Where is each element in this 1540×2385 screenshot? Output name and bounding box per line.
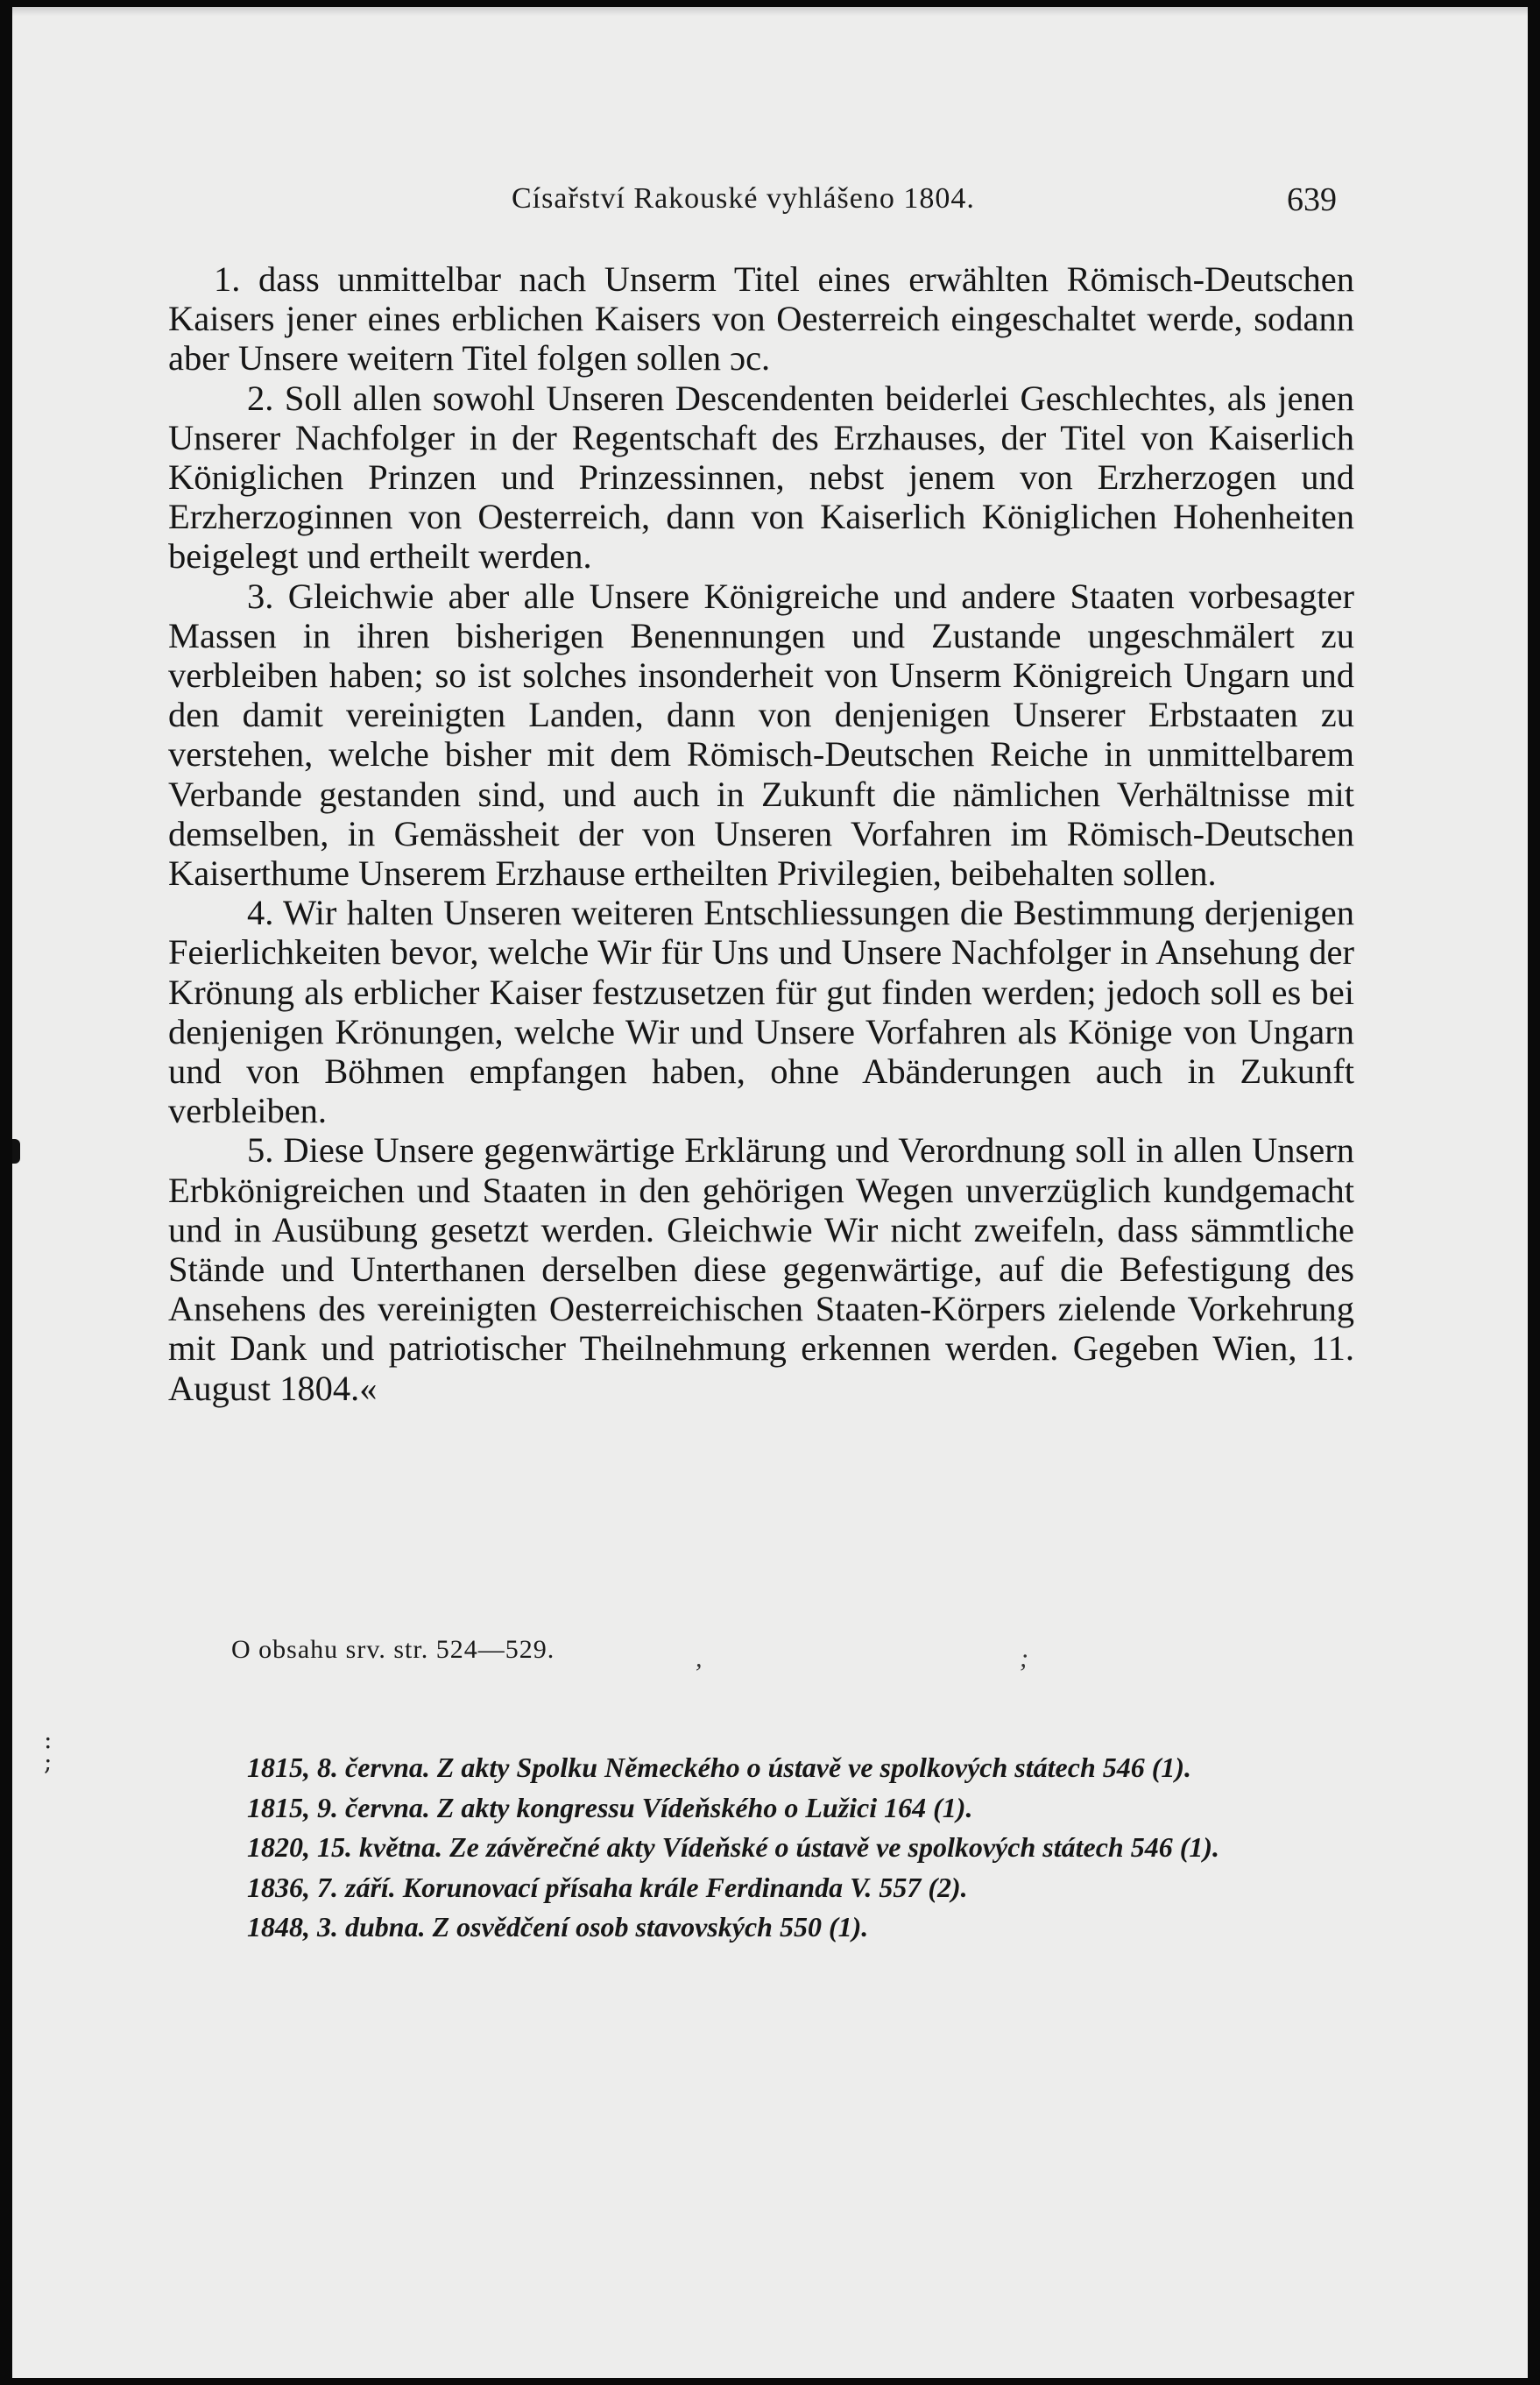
main-text (168, 259, 1354, 1408)
paragraph-2: 2. Soll allen sowohl Unseren Descendenten beiderlei Geschlechtes, als jenen Unserer Nachfolger in der Regentschaft des Erzhauses, der Titel von Kaiserlich Königlichen Prinzen und Prinzessinnen, nebst jenem von Erzherzogen und Erzherzoginnen von Oesterreich, dann von Kaiserlich Königlichen Hohenheiten beigelegt und ertheilt werden. (168, 378, 1354, 577)
stray-mark: ; (1020, 1644, 1028, 1673)
page-number: 639 (1287, 181, 1337, 218)
paragraph-4: 4. Wir halten Unseren weiteren Entschliessungen die Bestimmung derjenigen Feierlichkeiten bevor, welche Wir für Uns und Unsere Nachfolger in Ansehung der Krönung als erblicher Kaiser festzusetzen für gut finden werden; jedoch soll es bei denjenigen Krönungen, welche Wir und Unsere Vorfahren als Könige von Ungarn und von Böhmen empfangen haben, ohne Abänderungen auch in Zukunft verbleiben. (168, 893, 1354, 1131)
reference-item: 1820, 15. května. Ze závěrečné akty Vídeňské o ústavě ve spolkových státech 546 (1). (247, 1831, 1219, 1863)
reference-item: 1815, 8. června. Z akty Spolku Německého o ústavě ve spolkových státech 546 (1). (247, 1752, 1192, 1783)
stray-mark: , (696, 1644, 703, 1673)
reference-item: 1836, 7. září. Korunovací přísaha krále Ferdinanda V. 557 (2). (247, 1871, 968, 1903)
paragraph-5: 5. Diese Unsere gegenwärtige Erklärung und Verordnung soll in allen Unsern Erbkönigreichen und Staaten in den gehörigen Wegen unverzüglich kundgemacht und in Ausübung gesetzt werden. Gleichwie Wir nicht zweifeln, dass sämmtliche Stände und Unterthanen derselben diese gegenwärtige, auf die Befestigung des Ansehens des vereinigten Oesterreichischen Staaten-Körpers zielende Vorkehrung mit Dank und patriotischer Theilnehmung erkennen werden. Gegeben Wien, 11. August 1804.« (168, 1130, 1354, 1408)
running-title: Císařství Rakouské vyhlášeno 1804. (512, 182, 975, 215)
reference-item: 1815, 9. června. Z akty kongressu Vídeňského o Lužici 164 (1). (247, 1791, 973, 1823)
reference-item: 1848, 3. dubna. Z osvědčení osob stavovských 550 (1). (247, 1911, 869, 1943)
reference-list (168, 1748, 1354, 1948)
binding-mark (12, 1139, 20, 1164)
scanned-page (12, 7, 1528, 2378)
margin-dots: : ; (44, 1725, 53, 1777)
paragraph-1: 1. dass unmittelbar nach Unserm Titel eines erwählten Römisch-Deutschen Kaisers jener eines erblichen Kaisers von Oesterreich eingeschaltet werde, sodann aber Unsere weitern Titel folgen sollen ɔc. (168, 259, 1354, 379)
paragraph-3: 3. Gleichwie aber alle Unsere Königreiche und andere Staaten vorbesagter Massen in ihren bisherigen Benennungen und Zustande ungeschmälert zu verbleiben haben; so ist solches insonderheit von Unserm Königreich Ungarn und den damit vereinigten Landen, dann von denjenigen Unserer Erbstaaten zu verstehen, welche bisher mit dem Römisch-Deutschen Reiche in unmittelbarem Verbande gestanden sind, und auch in Zukunft die nämlichen Verhältnisse mit demselben, in Gemässheit der von Unseren Vorfahren im Römisch-Deutschen Kaiserthume Unserem Erzhause ertheilten Privilegien, beibehalten sollen. (168, 576, 1354, 894)
source-note: O obsahu srv. str. 524—529. (231, 1635, 555, 1664)
